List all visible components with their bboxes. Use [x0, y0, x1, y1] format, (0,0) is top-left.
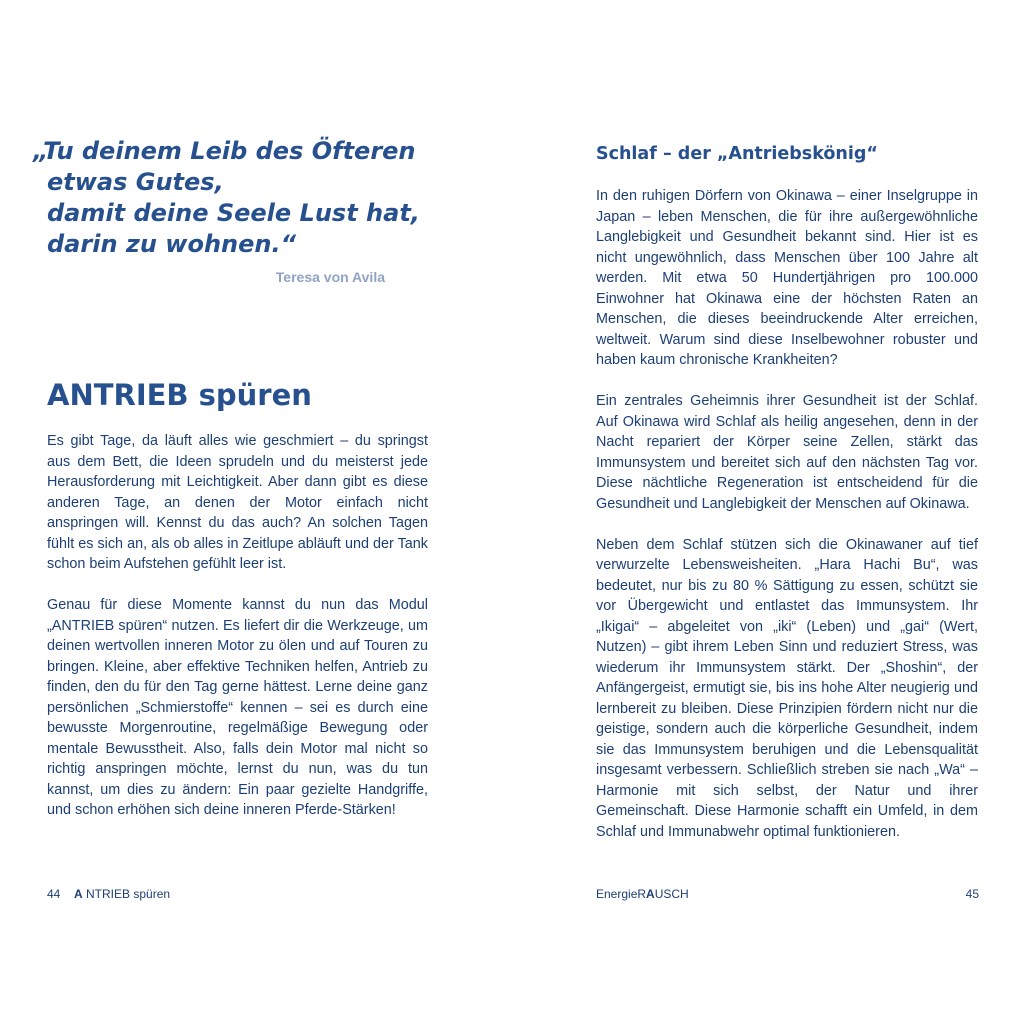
right-body-text	[596, 186, 978, 863]
section-title: ANTRIEB spüren	[47, 378, 312, 412]
paragraph: Neben dem Schlaf stützen sich die Okinawaner auf tief verwurzelte Lebensweisheiten. „Hara Hachi Bu“, was bedeutet, nur bis zu 80 % Sättigung zu essen, schützt sie vor Übergewicht und entlastet das Immunsystem. Ihr „Ikigai“ – abgeleitet von „iki“ (Leben) und „gai“ (Wert, Nutzen) – gibt ihrem Leben Sinn und reduziert Stress, was wiederum ihr Immunsystem stärkt. Der „Shoshin“, der Anfängergeist, ermutigt sie, bis ins hohe Alter neugierig und lernbereit zu bleiben. Diese Prinzipien fördern nicht nur die geistige, sondern auch die körperliche Gesundheit, indem sie das Immunsystem beruhigen und die Lebensqualität insgesamt verbessern. Schließlich streben sie nach „Wa“ – Harmonie mit sich selbst, der Natur und ihrer Gemeinschaft. Diese Harmonie schafft ein Umfeld, in dem Schlaf und Immunabwehr optimal funktionieren.	[596, 536, 978, 840]
section-heading: Schlaf – der „Antriebskönig“	[596, 144, 878, 164]
paragraph: Genau für diese Momente kannst du nun das Modul „ANTRIEB spüren“ nutzen. Es liefert dir die Werkzeuge, um deinen wertvollen inneren Motor zu ölen und auf Touren zu bringen. Kleine, aber effektive Techniken helfen, Antrieb zu finden, den du für den Tag gerne hättest. Lerne deine ganz persönlichen „Schmierstoffe“ kennen – sei es durch eine bewusste Morgenroutine, regelmäßige Bewegung oder mentale Bewusstheit. Also, falls dein Motor mal nicht so richtig anspringen möchte, lernst du nun, was du tun kannst, um dies zu ändern: Ein paar gezielte Handgriffe, und schon erhöhen sich deine inneren Pferde-Stärken!	[47, 597, 428, 818]
page-number-right: 45	[965, 887, 979, 901]
right-page	[512, 0, 1024, 1024]
left-body-text	[47, 431, 428, 841]
quote-line: damit deine Seele Lust hat,	[47, 199, 420, 227]
paragraph: In den ruhigen Dörfern von Okinawa – einer Inselgruppe in Japan – leben Menschen, die für ihre außergewöhnliche Langlebigkeit und Gesundheit bekannt sind. Hier ist es nicht ungewöhnlich, dass Menschen über 100 Jahre alt werden. Mit etwa 50 Hundertjährigen pro 100.000 Einwohner hat Okinawa eine der höchsten Raten an Menschen, die dieses beeindruckende Alter erreichen, weltweit. Warum sind diese Inselbewohner robuster und haben kaum chronische Krankheiten?	[596, 188, 978, 368]
quote-line: „Tu deinem Leib des Öfteren	[33, 137, 416, 165]
running-head-part: USCH	[654, 887, 689, 901]
paragraph: Es gibt Tage, da läuft alles wie geschmiert – du springst aus dem Bett, die Ideen sprudeln und du meisterst jede Herausforderung mit Leichtigkeit. Aber dann gibt es diese anderen Tage, an denen der Motor einfach nicht anspringen will. Kennst du das auch? An solchen Tagen fühlt es sich an, als ob alles in Zeitlupe abläuft und der Tank schon beim Aufstehen gefühlt leer ist.	[47, 433, 428, 572]
running-head-initial: A	[74, 887, 83, 901]
paragraph: Ein zentrales Geheimnis ihrer Gesundheit ist der Schlaf. Auf Okinawa wird Schlaf als heilig angesehen, denn in der Nacht repariert der Körper seine Zellen, stärkt das Immunsystem und bereitet sich auf den nächsten Tag vor. Diese nächtliche Regeneration ist entscheidend für die Gesundheit und Langlebigkeit der Menschen auf Okinawa.	[596, 393, 978, 512]
running-head-right	[596, 887, 689, 901]
quote-author: Teresa von Avila	[275, 269, 385, 285]
page-number-left: 44	[47, 887, 61, 901]
running-head-bold: A	[646, 887, 655, 901]
quote-line: etwas Gutes,	[47, 168, 224, 196]
running-head-rest: NTRIEB spüren	[82, 887, 171, 901]
epigraph-quote	[33, 136, 420, 260]
quote-line: darin zu wohnen.“	[47, 230, 297, 258]
running-head-part: EnergieR	[596, 887, 647, 901]
running-head-left	[74, 887, 170, 901]
